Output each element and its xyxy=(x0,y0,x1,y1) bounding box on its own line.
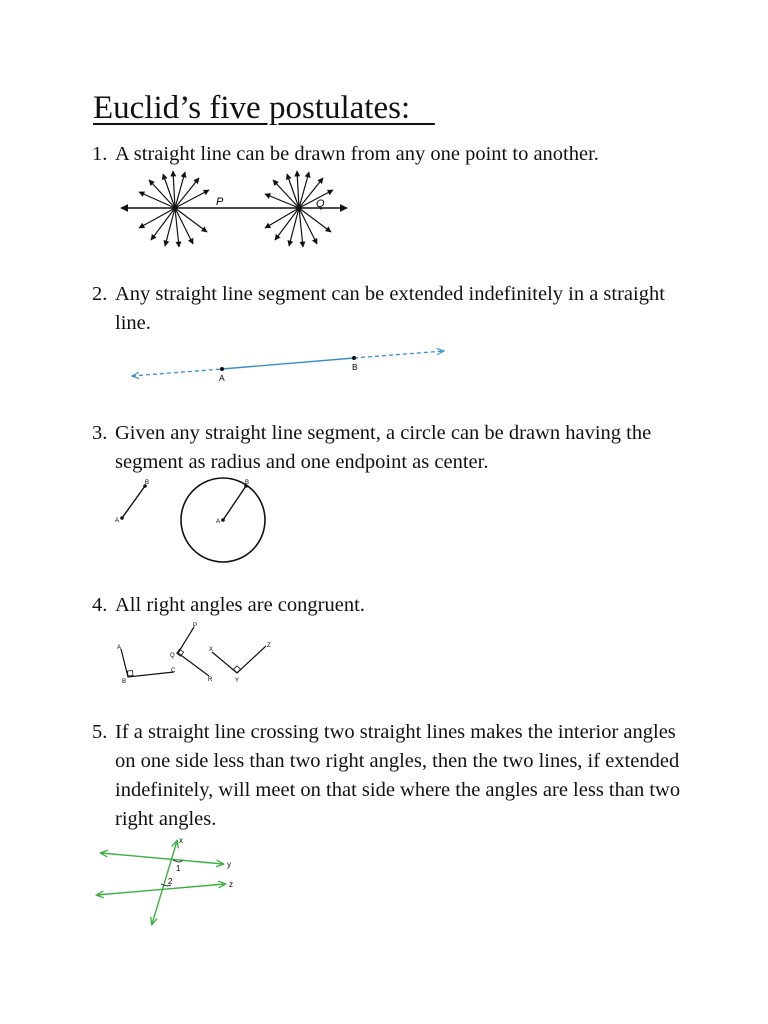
figure-right-angles xyxy=(112,620,274,688)
label-b: B xyxy=(145,480,150,486)
label-z: z xyxy=(229,880,233,889)
label-x: X xyxy=(209,647,214,653)
label-q: Q xyxy=(316,198,325,210)
label-angle-2: 2 xyxy=(168,877,173,886)
postulate-text: All right angles are congruent. xyxy=(115,594,365,616)
label-p: P xyxy=(216,196,224,208)
label-b-2: B xyxy=(245,480,250,486)
postulate-1 xyxy=(92,140,692,169)
label-r: R xyxy=(208,677,213,683)
figure-line-through-points xyxy=(115,168,355,250)
postulate-3 xyxy=(92,419,692,477)
figure-parallel-postulate xyxy=(95,834,245,930)
postulate-number: 3. xyxy=(92,422,108,444)
page-title: Euclid’s five postulates: xyxy=(93,90,435,126)
postulate-number: 5. xyxy=(92,721,108,743)
label-a: A xyxy=(117,645,122,651)
postulate-number: 2. xyxy=(92,283,108,305)
label-b: B xyxy=(122,679,127,685)
figure-extended-segment xyxy=(128,342,450,386)
label-a: A xyxy=(219,373,225,383)
postulate-4 xyxy=(92,591,692,620)
postulate-5 xyxy=(92,718,692,834)
postulate-text: Given any straight line segment, a circle can be drawn having the segment as radius and one endpoint as center. xyxy=(115,422,652,473)
label-p: P xyxy=(193,623,198,629)
label-q: Q xyxy=(170,653,175,659)
label-a-2: A xyxy=(216,519,221,525)
label-x: x xyxy=(179,836,183,845)
label-y: Y xyxy=(235,678,240,684)
postulate-text: If a straight line crossing two straight lines makes the interior angles on one side less than two right angles, then the two lines, if extended indefinitely, will meet on that side where the angles are less than two right angles. xyxy=(115,721,681,830)
postulate-number: 1. xyxy=(92,143,108,165)
label-y: y xyxy=(227,860,231,869)
postulate-text: Any straight line segment can be extended indefinitely in a straight line. xyxy=(115,283,665,334)
postulate-text: A straight line can be drawn from any one point to another. xyxy=(115,143,599,165)
postulate-number: 4. xyxy=(92,594,108,616)
label-a: A xyxy=(115,518,120,524)
label-b: B xyxy=(352,362,358,372)
label-angle-1: 1 xyxy=(176,864,181,873)
postulate-2 xyxy=(92,280,692,338)
label-z: Z xyxy=(267,643,271,649)
label-c: C xyxy=(171,668,176,674)
figure-circle-from-segment xyxy=(112,476,272,566)
